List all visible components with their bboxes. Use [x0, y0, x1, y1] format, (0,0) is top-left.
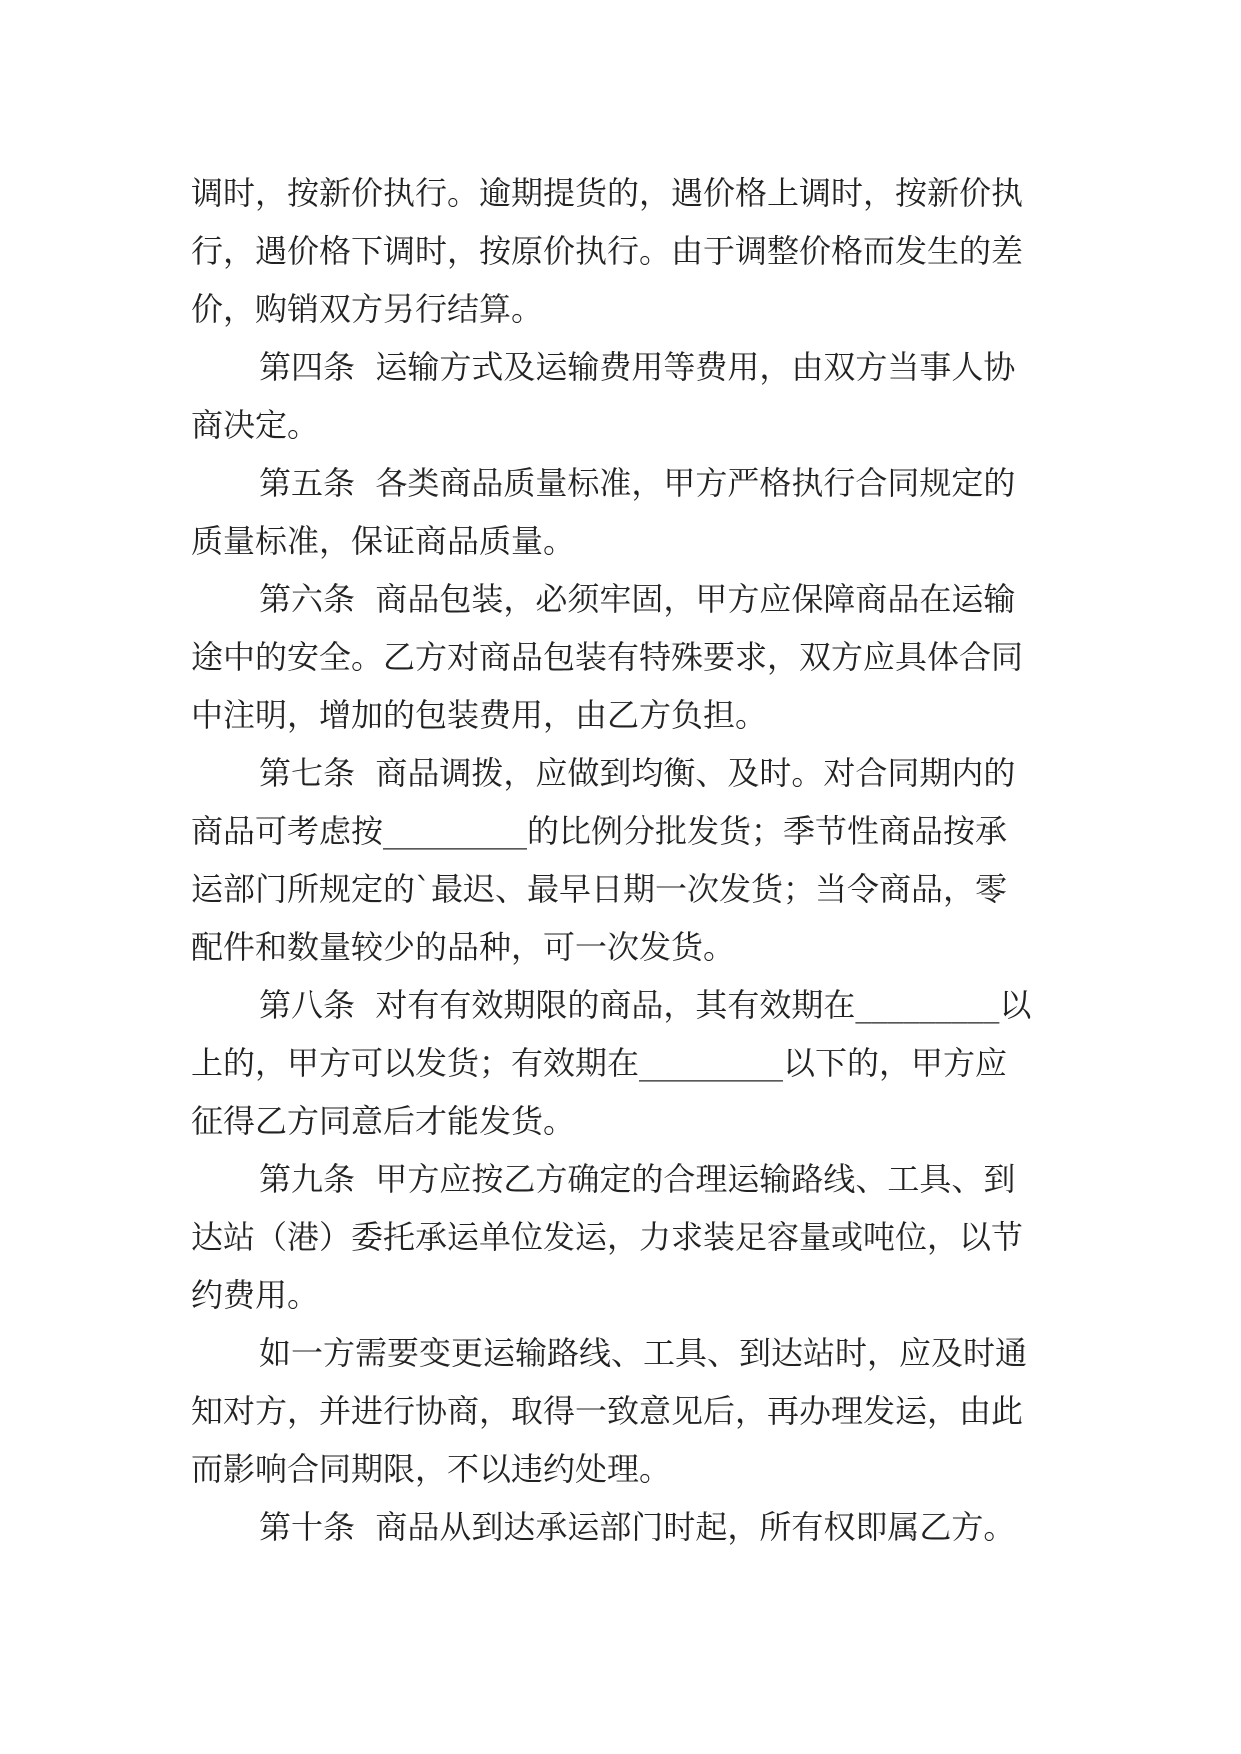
text-line: 知对方，并进行协商，取得一致意见后，再办理发运，由此 — [191, 1392, 1024, 1430]
text-line: 运部门所规定的`最迟、最早日期一次发货；当令商品，零 — [191, 870, 1008, 908]
article-9-heading-line: 第九条 甲方应按乙方确定的合理运输路线、工具、到 — [259, 1160, 1016, 1198]
text-line: 价，购销双方另行结算。 — [191, 290, 544, 328]
text-line: 质量标准，保证商品质量。 — [191, 522, 576, 560]
article-4-heading-line: 第四条 运输方式及运输费用等费用，由双方当事人协 — [259, 348, 1016, 386]
text-line: 征得乙方同意后才能发货。 — [191, 1102, 576, 1140]
text-line: 商决定。 — [191, 406, 320, 444]
text-line: 商品可考虑按_________的比例分批发货；季节性商品按承 — [191, 812, 1008, 850]
text-line: 途中的安全。乙方对商品包装有特殊要求，双方应具体合同 — [191, 638, 1024, 676]
paragraph-first-line: 如一方需要变更运输路线、工具、到达站时，应及时通 — [259, 1334, 1028, 1372]
text-line: 上的，甲方可以发货；有效期在_________以下的，甲方应 — [191, 1044, 1008, 1082]
text-line: 中注明，增加的包装费用，由乙方负担。 — [191, 696, 768, 734]
text-line: 约费用。 — [191, 1276, 320, 1314]
text-line: 配件和数量较少的品种，可一次发货。 — [191, 928, 736, 966]
text-line: 而影响合同期限，不以违约处理。 — [191, 1450, 672, 1488]
text-line: 行，遇价格下调时，按原价执行。由于调整价格而发生的差 — [191, 232, 1024, 270]
article-6-heading-line: 第六条 商品包装，必须牢固，甲方应保障商品在运输 — [259, 580, 1016, 618]
article-7-heading-line: 第七条 商品调拨，应做到均衡、及时。对合同期内的 — [259, 754, 1016, 792]
article-8-heading-line: 第八条 对有有效期限的商品，其有效期在_________以 — [259, 986, 1032, 1024]
contract-text-body — [191, 164, 1051, 1556]
text-line: 调时，按新价执行。逾期提货的，遇价格上调时，按新价执 — [191, 174, 1024, 212]
article-10-heading-line: 第十条 商品从到达承运部门时起，所有权即属乙方。 — [259, 1508, 1016, 1546]
text-line: 达站（港）委托承运单位发运，力求装足容量或吨位，以节 — [191, 1218, 1024, 1256]
article-5-heading-line: 第五条 各类商品质量标准，甲方严格执行合同规定的 — [259, 464, 1016, 502]
